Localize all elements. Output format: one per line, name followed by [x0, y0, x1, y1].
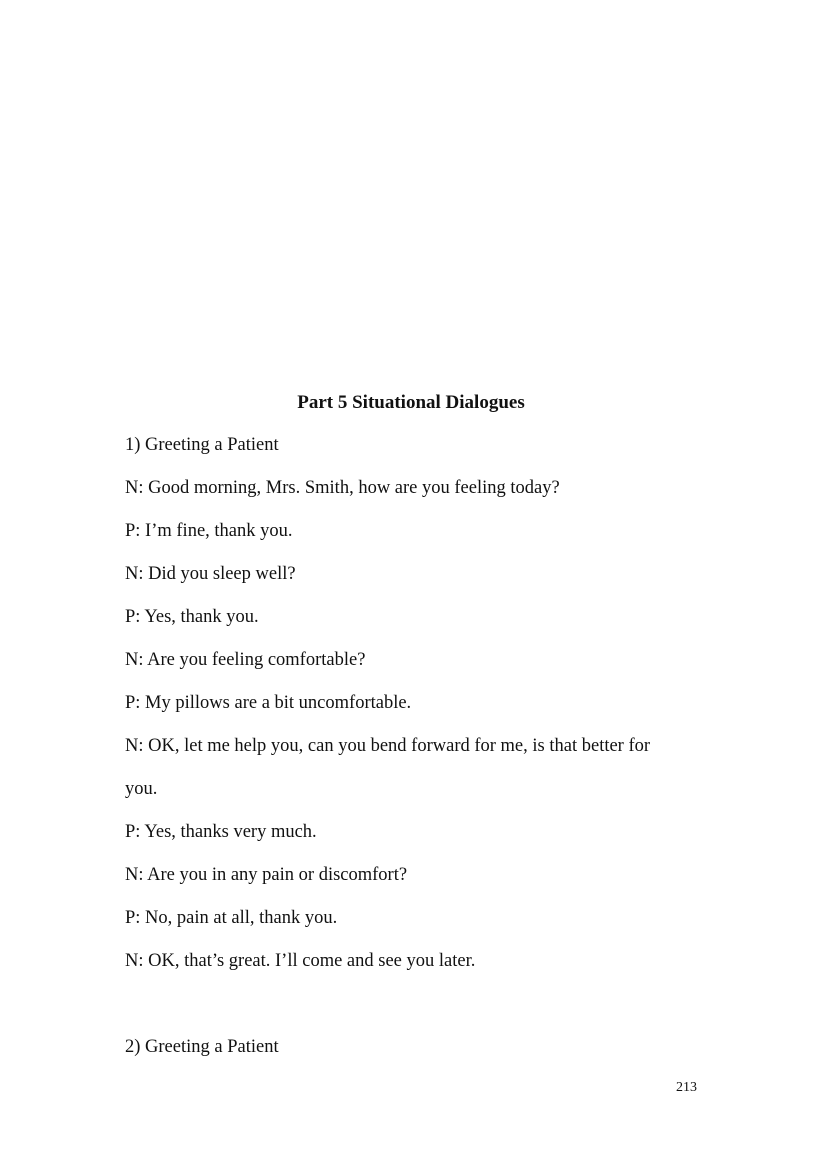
dialogue-line: P: Yes, thank you.: [125, 607, 259, 627]
dialogue-line: N: Good morning, Mrs. Smith, how are you feeling today?: [125, 478, 560, 498]
dialogue-line: N: Are you feeling comfortable?: [125, 650, 366, 670]
page-number: 213: [676, 1080, 697, 1095]
dialogue-line: P: I’m fine, thank you.: [125, 521, 293, 541]
dialogue-line: N: OK, let me help you, can you bend forward for me, is that better for: [125, 736, 651, 756]
dialogue-line: N: Are you in any pain or discomfort?: [125, 865, 408, 885]
dialogue-line: N: OK, that’s great. I’ll come and see you later.: [125, 951, 476, 971]
dialogue-line: you.: [125, 779, 158, 799]
dialogue-line: P: My pillows are a bit uncomfortable.: [125, 693, 412, 713]
dialogue-line: N: Did you sleep well?: [125, 564, 296, 584]
page-title: Part 5 Situational Dialogues: [297, 392, 525, 413]
section-heading: 1) Greeting a Patient: [125, 435, 279, 455]
section-heading: 2) Greeting a Patient: [125, 1037, 279, 1057]
dialogue-line: P: Yes, thanks very much.: [125, 822, 317, 842]
dialogue-line: P: No, pain at all, thank you.: [125, 908, 338, 928]
